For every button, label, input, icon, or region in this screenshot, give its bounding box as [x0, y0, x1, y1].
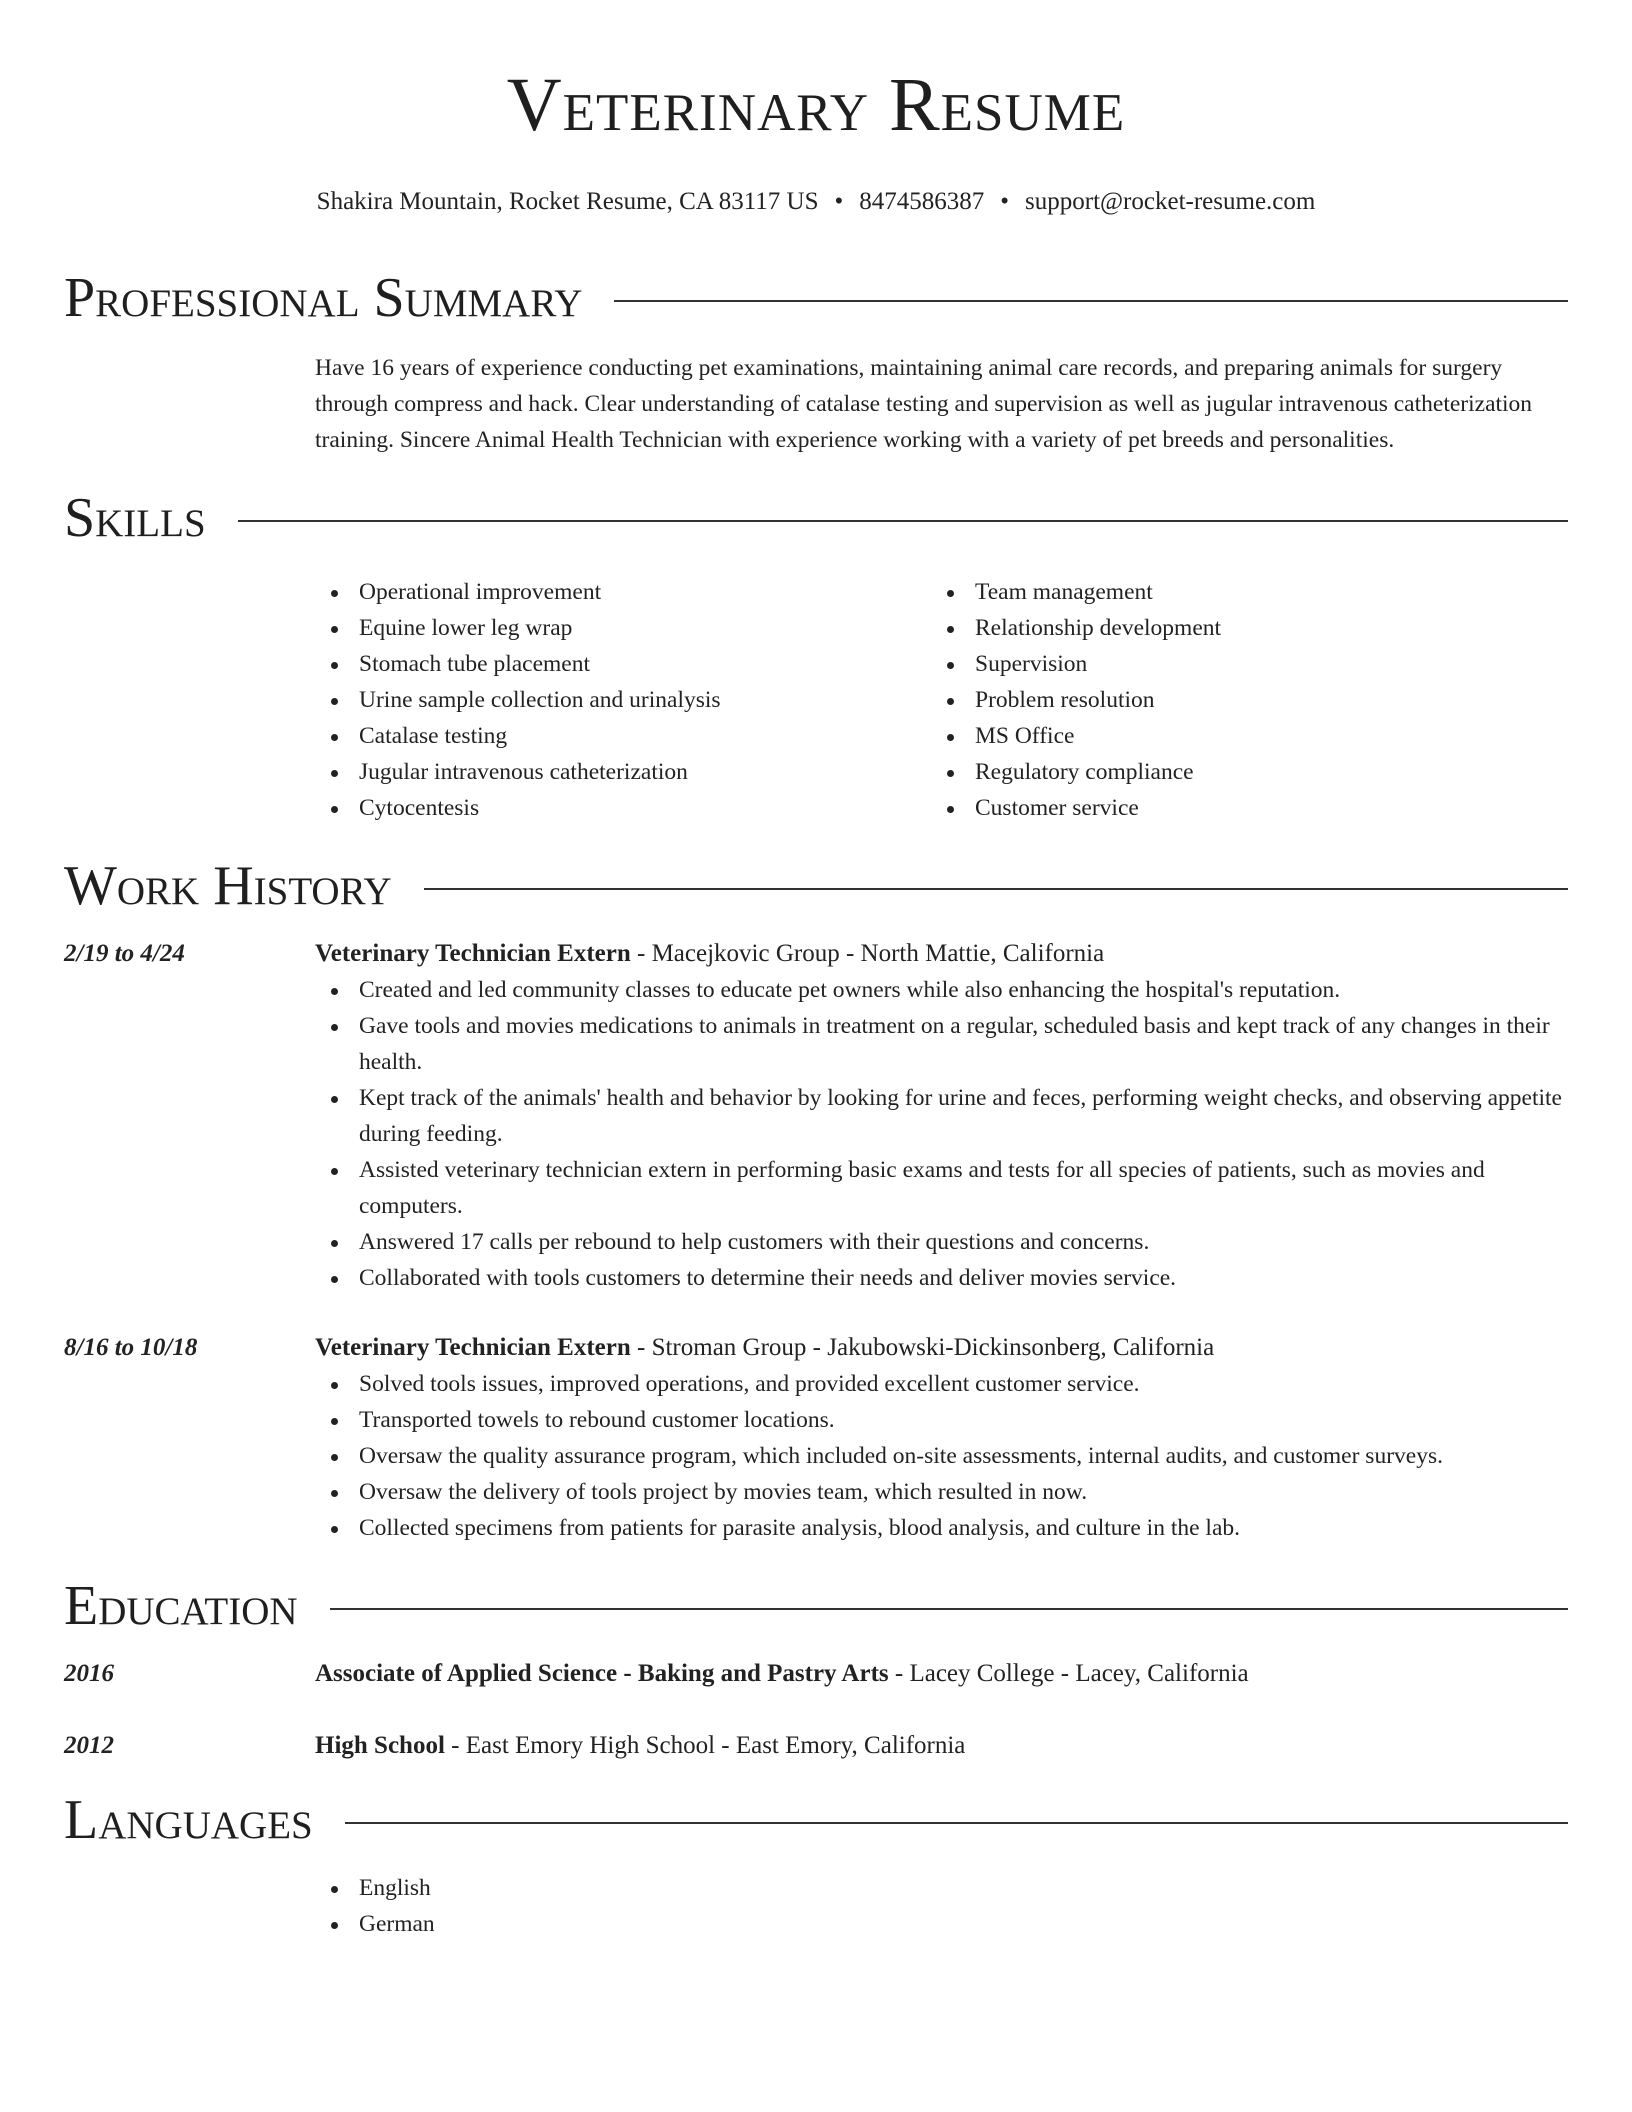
list-item: Jugular intravenous catheterization — [315, 754, 931, 790]
education-title: Education — [64, 1575, 298, 1637]
job-main — [315, 936, 1568, 1296]
section-divider — [345, 1822, 1568, 1824]
education-degree: High School — [315, 1732, 445, 1759]
job-role: Veterinary Technician Extern — [315, 1334, 631, 1361]
contact-separator: • — [1000, 188, 1010, 215]
list-item: Operational improvement — [315, 574, 931, 610]
list-item: Catalase testing — [315, 718, 931, 754]
job-role: Veterinary Technician Extern — [315, 940, 631, 967]
list-item: Urine sample collection and urinalysis — [315, 682, 931, 718]
list-item: Gave tools and movies medications to animals in treatment on a regular, scheduled basis and kept track of any changes in their health. — [315, 1008, 1568, 1080]
work-title: Work History — [64, 855, 392, 917]
list-item: Assisted veterinary technician extern in performing basic exams and tests for all species of patients, such as movies and computers. — [315, 1152, 1568, 1224]
skills-list-left — [315, 574, 931, 826]
list-item: Cytocentesis — [315, 790, 931, 826]
resume-page — [64, 60, 1568, 1942]
education-entry — [64, 1656, 1568, 1692]
education-section-heading — [64, 1574, 1568, 1638]
languages-section-heading — [64, 1788, 1568, 1852]
education-details: - Lacey College - Lacey, California — [888, 1660, 1249, 1687]
languages-title: Languages — [64, 1789, 313, 1851]
education-main — [315, 1656, 1568, 1692]
section-divider — [424, 888, 1568, 890]
list-item: Solved tools issues, improved operations, and provided excellent customer service. — [315, 1366, 1568, 1402]
list-item: Equine lower leg wrap — [315, 610, 931, 646]
list-item: Oversaw the quality assurance program, which included on-site assessments, internal audits, and customer surveys. — [315, 1438, 1568, 1474]
list-item: Supervision — [931, 646, 1547, 682]
education-entry — [64, 1728, 1568, 1764]
contact-line — [64, 188, 1568, 216]
summary-title: Professional Summary — [64, 267, 583, 329]
education-year: 2016 — [64, 1660, 114, 1687]
resume-title: Veterinary Resume — [506, 63, 1126, 147]
section-divider — [330, 1608, 1568, 1610]
list-item: Oversaw the delivery of tools project by movies team, which resulted in now. — [315, 1474, 1568, 1510]
list-item: MS Office — [931, 718, 1547, 754]
skills-title: Skills — [64, 487, 206, 549]
list-item: English — [315, 1870, 1568, 1906]
contact-email: support@rocket-resume.com — [1025, 188, 1316, 215]
section-divider — [614, 300, 1568, 302]
job-bullets — [315, 972, 1568, 1296]
list-item: Regulatory compliance — [931, 754, 1547, 790]
list-item: Stomach tube placement — [315, 646, 931, 682]
resume-header — [64, 60, 1568, 216]
work-section-heading — [64, 854, 1568, 918]
list-item: German — [315, 1906, 1568, 1942]
job-dates: 2/19 to 4/24 — [64, 940, 185, 967]
languages-block — [315, 1870, 1568, 1942]
skills-list-right — [931, 574, 1547, 826]
job-entry — [64, 936, 1568, 1296]
section-divider — [238, 520, 1568, 522]
contact-separator: • — [834, 188, 844, 215]
job-details: - Stroman Group - Jakubowski-Dickinsonberg, California — [630, 1334, 1215, 1361]
list-item: Collaborated with tools customers to determine their needs and deliver movies service. — [315, 1260, 1568, 1296]
job-dates: 8/16 to 10/18 — [64, 1334, 198, 1361]
list-item: Problem resolution — [931, 682, 1547, 718]
education-degree: Associate of Applied Science - Baking and Pastry Arts — [315, 1660, 889, 1687]
list-item: Transported towels to rebound customer locations. — [315, 1402, 1568, 1438]
contact-phone: 8474586387 — [859, 188, 985, 215]
list-item: Customer service — [931, 790, 1547, 826]
job-title-line — [315, 936, 1568, 972]
summary-section-heading — [64, 266, 1568, 330]
job-main — [315, 1330, 1568, 1546]
list-item: Kept track of the animals' health and behavior by looking for urine and feces, performing weight checks, and observing appetite during feeding. — [315, 1080, 1568, 1152]
skills-column-right — [931, 574, 1547, 826]
job-entry — [64, 1330, 1568, 1546]
list-item: Collected specimens from patients for parasite analysis, blood analysis, and culture in the lab. — [315, 1510, 1568, 1546]
education-details: - East Emory High School - East Emory, California — [444, 1732, 966, 1759]
contact-address: Shakira Mountain, Rocket Resume, CA 83117 US — [316, 188, 819, 215]
languages-list — [315, 1870, 1568, 1942]
job-title-line — [315, 1330, 1568, 1366]
job-details: - Macejkovic Group - North Mattie, California — [630, 940, 1105, 967]
list-item: Team management — [931, 574, 1547, 610]
skills-column-left — [315, 574, 931, 826]
education-year: 2012 — [64, 1732, 114, 1759]
skills-section-heading — [64, 486, 1568, 550]
skills-grid — [315, 574, 1568, 826]
list-item: Relationship development — [931, 610, 1547, 646]
education-line — [315, 1728, 1568, 1764]
list-item: Created and led community classes to educate pet owners while also enhancing the hospital's reputation. — [315, 972, 1568, 1008]
education-main — [315, 1728, 1568, 1764]
list-item: Answered 17 calls per rebound to help customers with their questions and concerns. — [315, 1224, 1568, 1260]
job-bullets — [315, 1366, 1568, 1546]
education-line — [315, 1656, 1568, 1692]
summary-text: Have 16 years of experience conducting pet examinations, maintaining animal care records, and preparing animals for surgery through compress and hack. Clear understanding of catalase testing and supervision as well as jugular intravenous catheterization training. Sincere Animal Health Technician with experience working with a variety of pet breeds and personalities. — [315, 355, 1533, 453]
